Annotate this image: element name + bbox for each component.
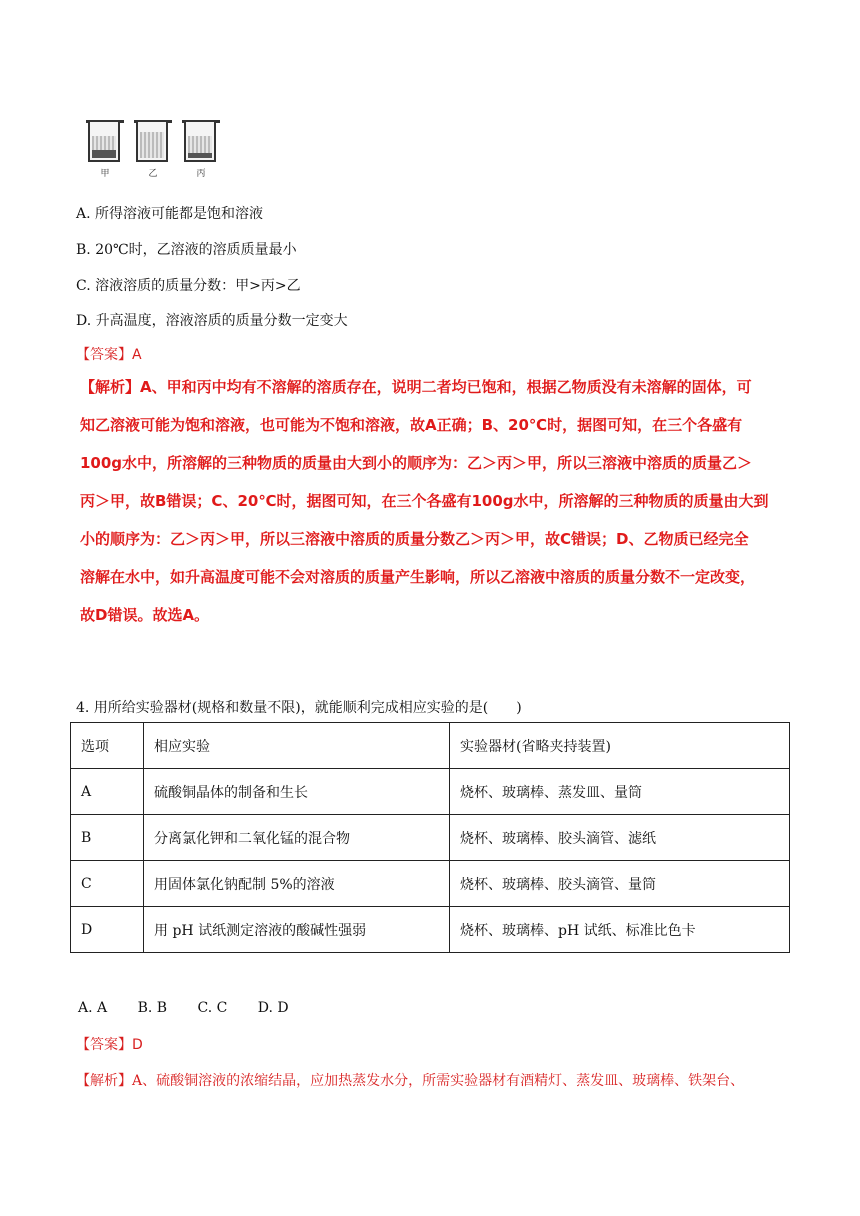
option-a: A. A <box>78 1000 108 1016</box>
table-cell: 用 pH 试纸测定溶液的酸碱性强弱 <box>144 907 450 953</box>
table-header: 选项 <box>71 723 144 769</box>
beakers-figure <box>86 118 226 180</box>
table-cell: 烧杯、玻璃棒、胶头滴管、量筒 <box>450 861 790 907</box>
table-cell: 硫酸铜晶体的制备和生长 <box>144 769 450 815</box>
option-d: D. D <box>257 1000 289 1016</box>
analysis-line: 溶解在水中，如升高温度可能不会对溶质的质量产生影响，所以乙溶液中溶质的质量分数不一定改变， <box>80 568 756 586</box>
answer-q3: 【答案】A <box>76 347 142 363</box>
beaker-yi <box>134 118 172 162</box>
table-cell: D <box>71 907 144 953</box>
experiment-table <box>70 722 790 953</box>
beaker-jia <box>86 118 124 162</box>
table-cell: B <box>71 815 144 861</box>
beaker-label: 甲 <box>100 169 110 179</box>
answer-q4: 【答案】D <box>76 1037 143 1053</box>
option-c: C. C <box>197 1000 228 1016</box>
table-cell: 分离氯化钾和二氧化锰的混合物 <box>144 815 450 861</box>
table-header: 实验器材(省略夹持装置) <box>450 723 790 769</box>
analysis-line: 小的顺序为：乙＞丙＞甲，所以三溶液中溶质的质量分数乙＞丙＞甲，故C错误；D、乙物质已经完全 <box>80 530 749 548</box>
option-d: D. 升高温度，溶液溶质的质量分数一定变大 <box>76 313 348 329</box>
analysis-line: 丙＞甲，故B错误；C、20℃时，据图可知，在三个各盛有100g水中，所溶解的三种物质的质量由大到 <box>80 492 769 510</box>
option-a: A. 所得溶液可能都是饱和溶液 <box>76 206 264 222</box>
table-row <box>71 907 790 953</box>
beaker-bing <box>182 118 220 162</box>
option-c: C. 溶液溶质的质量分数：甲>丙>乙 <box>76 278 301 294</box>
table-cell: C <box>71 861 144 907</box>
analysis-line: 【解析】A、甲和丙中均有不溶解的溶质存在，说明二者均已饱和，根据乙物质没有未溶解的固体，可 <box>80 378 752 396</box>
beaker-label: 乙 <box>148 169 158 179</box>
table-row <box>71 861 790 907</box>
table-header-row <box>71 723 790 769</box>
options-q4 <box>78 1000 315 1016</box>
option-b: B. B <box>137 1000 168 1016</box>
beaker-label: 丙 <box>196 169 206 179</box>
analysis-line: 知乙溶液可能为饱和溶液，也可能为不饱和溶液，故A正确；B、20℃时，据图可知，在三个各盛有 <box>80 416 743 434</box>
analysis-line: 故D错误。故选A。 <box>80 606 210 624</box>
table-cell: A <box>71 769 144 815</box>
analysis-q4: 【解析】A、硫酸铜溶液的浓缩结晶，应加热蒸发水分，所需实验器材有酒精灯、蒸发皿、玻璃棒、铁架台、 <box>76 1073 745 1089</box>
table-header: 相应实验 <box>144 723 450 769</box>
table-cell: 烧杯、玻璃棒、pH 试纸、标准比色卡 <box>450 907 790 953</box>
analysis-q3 <box>80 368 790 634</box>
table-cell: 烧杯、玻璃棒、胶头滴管、滤纸 <box>450 815 790 861</box>
table-row <box>71 815 790 861</box>
table-cell: 烧杯、玻璃棒、蒸发皿、量筒 <box>450 769 790 815</box>
question-4: 4. 用所给实验器材(规格和数量不限)，就能顺利完成相应实验的是( ) <box>76 700 522 716</box>
analysis-line: 100g水中，所溶解的三种物质的质量由大到小的顺序为：乙＞丙＞甲，所以三溶液中溶质的质量乙＞ <box>80 454 753 472</box>
table-cell: 用固体氯化钠配制 5%的溶液 <box>144 861 450 907</box>
option-b: B. 20℃时，乙溶液的溶质质量最小 <box>76 242 297 258</box>
table-row <box>71 769 790 815</box>
